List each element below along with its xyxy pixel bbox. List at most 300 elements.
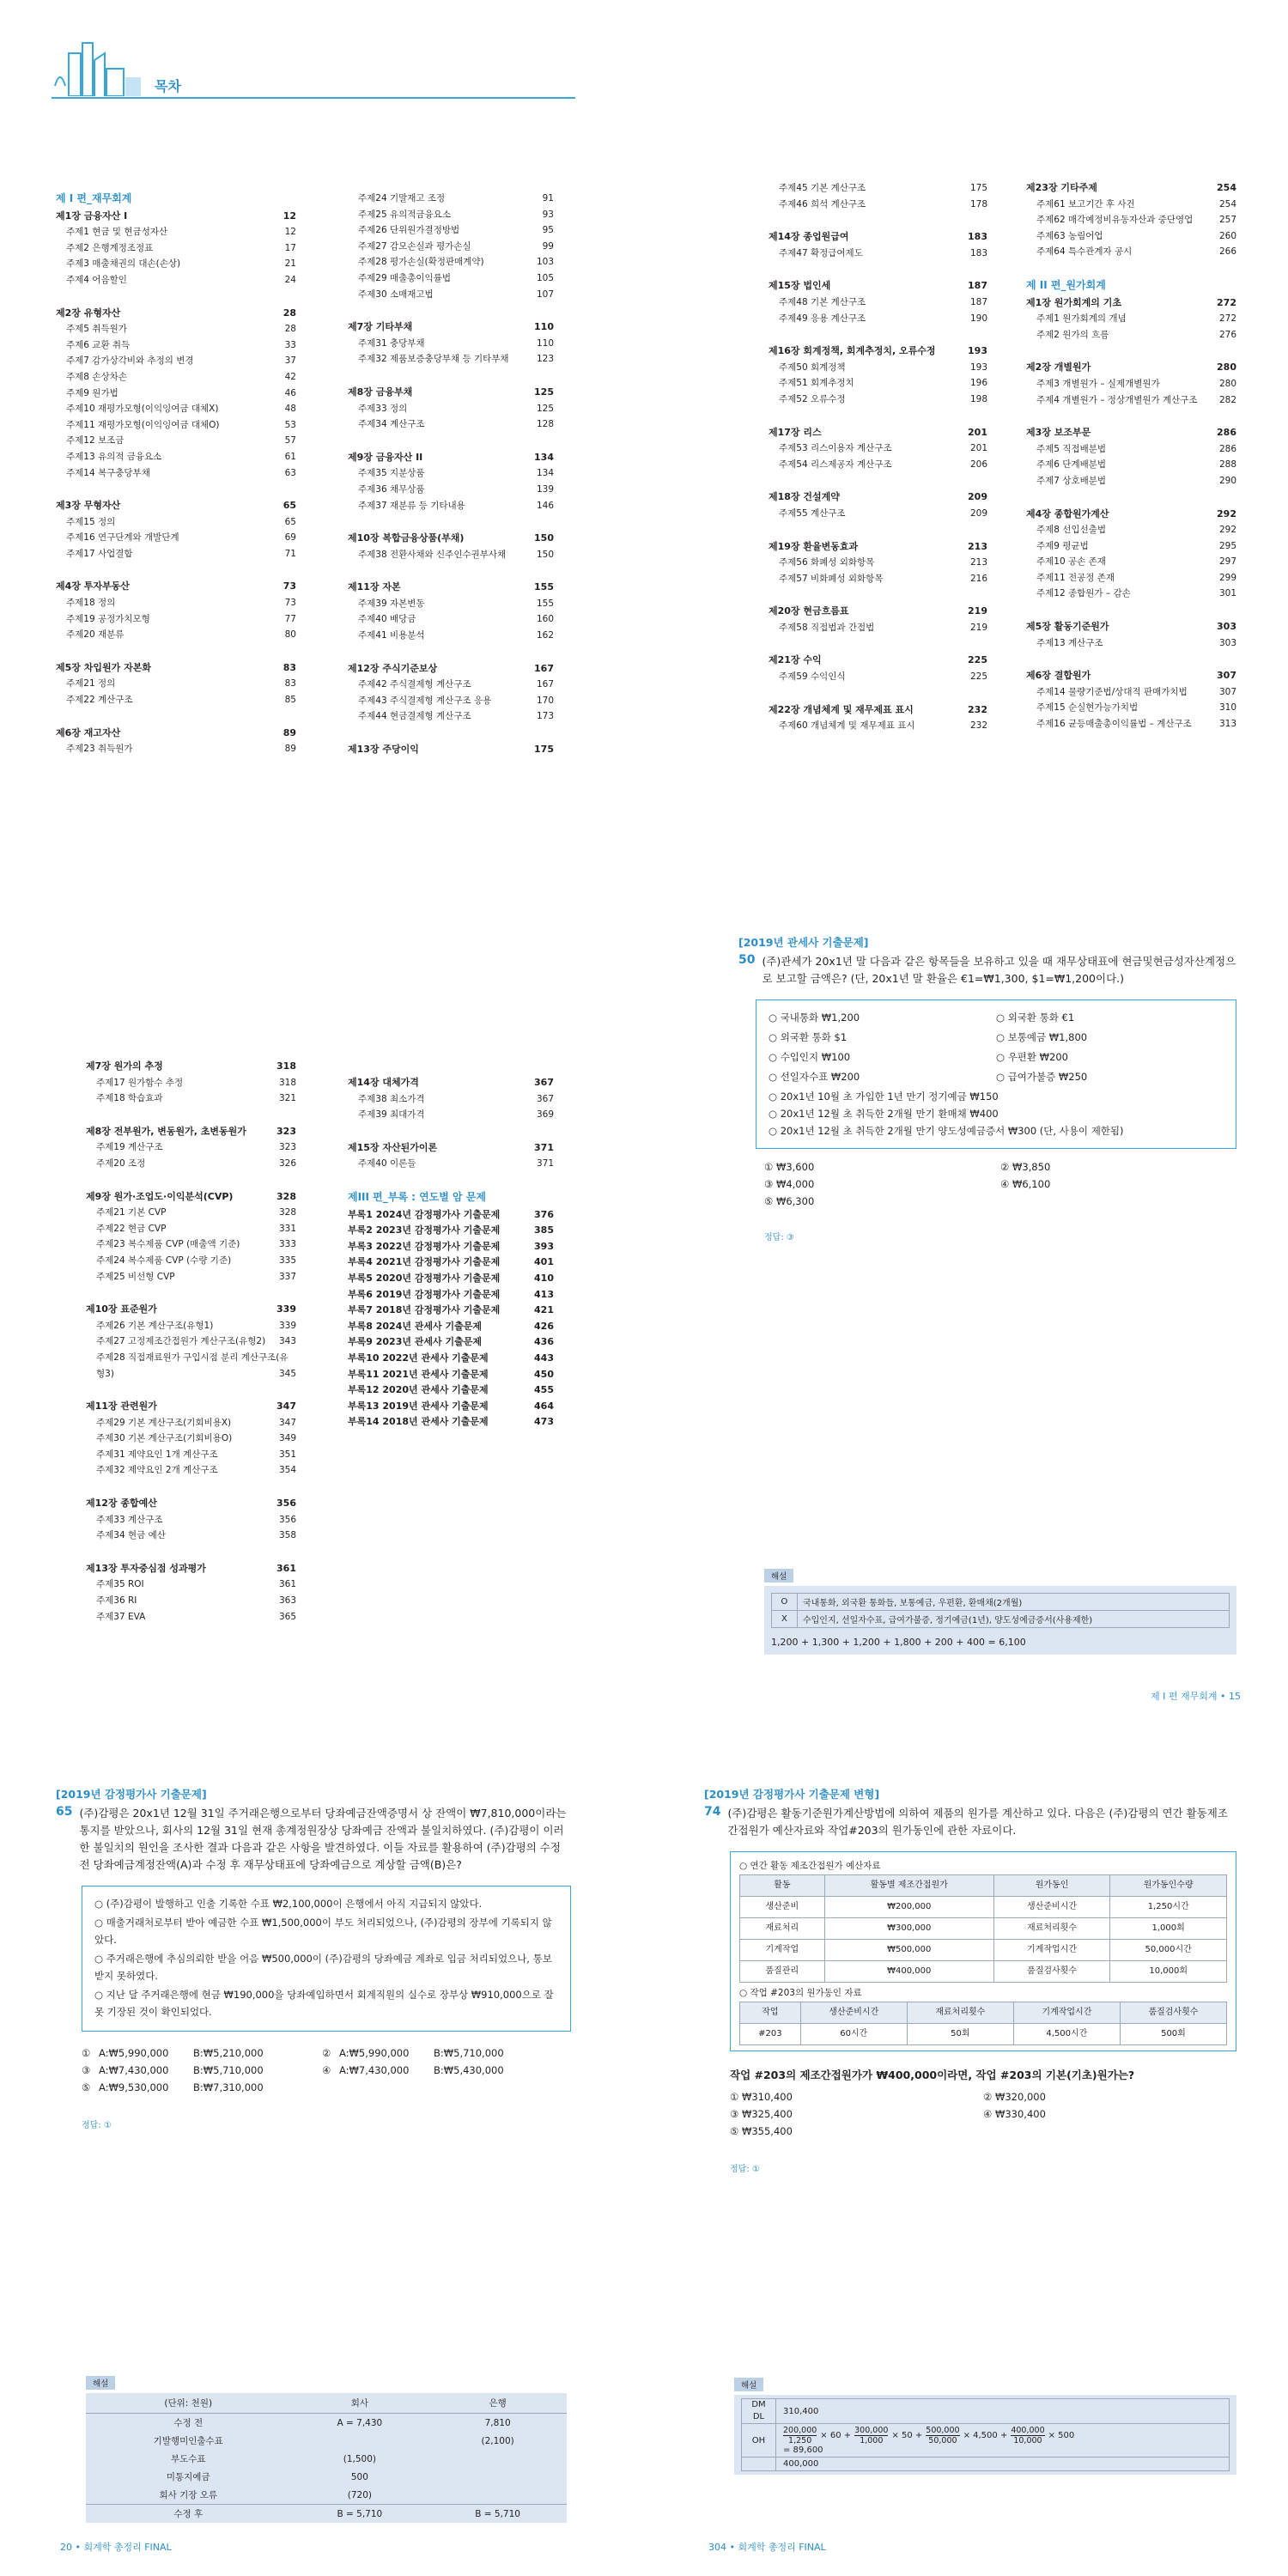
toc-page-number: 150 bbox=[536, 549, 554, 560]
toc-column-1 bbox=[56, 191, 296, 757]
question-item: ○ 국내통화 ₩1,200 bbox=[769, 1012, 860, 1024]
toc-topic bbox=[56, 465, 296, 482]
solution-header-cell: 회사 bbox=[290, 2393, 428, 2414]
solution-cell: 500 bbox=[350, 2471, 368, 2482]
toc-page-number: 17 bbox=[284, 242, 296, 253]
question-sub: 작업 #203의 제조간접원가가 ₩400,000이라면, 작업 #203의 기본(기초)원가는? bbox=[730, 2069, 1135, 2081]
toc-topic-label: 주제24 복수제품 CVP (수량 기준) bbox=[96, 1255, 232, 1266]
toc-topic-label: 주제21 기본 CVP bbox=[96, 1207, 167, 1218]
toc-topic bbox=[769, 620, 987, 636]
toc-page-number: 170 bbox=[536, 695, 554, 706]
toc-topic-label: 주제56 화폐성 외화항목 bbox=[779, 557, 875, 568]
table-header-cell: 기계작업시간 bbox=[1013, 2002, 1120, 2024]
toc-topic bbox=[56, 417, 296, 434]
toc-page-number: 367 bbox=[536, 1093, 554, 1104]
toc-page-number: 89 bbox=[284, 744, 296, 755]
toc-page-number: 53 bbox=[284, 419, 296, 430]
toc-topic bbox=[86, 1156, 296, 1172]
toc-page-number: 216 bbox=[969, 573, 987, 584]
table-header-cell: 품질검사횟수 bbox=[1120, 2002, 1226, 2024]
solution-cell: X bbox=[772, 1611, 798, 1628]
table-cell: 품질검사횟수 bbox=[993, 1961, 1110, 1983]
answer-option-part: B:₩5,710,000 bbox=[193, 2064, 264, 2076]
toc-topic bbox=[348, 351, 554, 368]
toc-page-number: 290 bbox=[1218, 475, 1236, 486]
solution-cell: (2,100) bbox=[481, 2435, 514, 2446]
toc-topic-label: 주제30 소매재고법 bbox=[358, 289, 434, 300]
question-stem: (주)감평은 활동기준원가계산방법에 의하여 제품의 원가를 계산하고 있다. 다음은 (주)감평의 연간 활동제조간접원가 예산자료와 작업#203의 원가동인에 관한 자료이다. bbox=[727, 1807, 1228, 1837]
table-cell: 재료처리 bbox=[740, 1918, 825, 1940]
toc-page-number: 125 bbox=[536, 403, 554, 414]
table-cell: 1,000회 bbox=[1110, 1918, 1227, 1940]
toc-topic-label: 주제30 기본 계산구조(기회비용O) bbox=[96, 1433, 233, 1444]
toc-gap bbox=[1026, 489, 1236, 507]
toc-page-number: 46 bbox=[284, 387, 296, 398]
toc-page-number: 209 bbox=[968, 491, 987, 503]
toc-chapter-label: 부록4 2021년 감정평가사 기출문제 bbox=[348, 1256, 501, 1268]
toc-gap bbox=[1026, 651, 1236, 668]
toc-chapter-label: 제2장 개별원가 bbox=[1026, 361, 1091, 374]
toc-topic-label: 주제14 물량기준법/상대적 판매가치법 bbox=[1036, 686, 1188, 697]
toc-page-number: 37 bbox=[284, 355, 296, 367]
answer-option: ③ ₩325,400 bbox=[730, 2108, 793, 2120]
toc-chapter-label: 제20장 현금흐름표 bbox=[769, 605, 849, 617]
toc-column-2 bbox=[348, 191, 554, 758]
toc-page-number: 328 bbox=[278, 1207, 296, 1218]
answer-option-part: ④ bbox=[322, 2064, 331, 2076]
question-data-box bbox=[730, 1851, 1236, 2051]
toc-topic-label: 주제49 응용 계산구조 bbox=[779, 313, 866, 324]
toc-gap bbox=[348, 725, 554, 742]
toc-part-title: 제 I 편_재무회계 bbox=[56, 192, 132, 204]
toc-page-number: 139 bbox=[536, 483, 554, 495]
toc-page-number: 201 bbox=[968, 426, 987, 438]
toc-topic bbox=[1026, 457, 1236, 473]
toc-page-number: 443 bbox=[534, 1352, 554, 1364]
toc-gap bbox=[1026, 343, 1236, 360]
toc-topic-label: 주제18 학습효과 bbox=[96, 1093, 163, 1104]
toc-page-number: 123 bbox=[536, 354, 554, 365]
toc-topic bbox=[1026, 522, 1236, 538]
question-number: 74 bbox=[704, 1805, 721, 1819]
toc-topic bbox=[348, 482, 554, 498]
toc-page-number: 134 bbox=[534, 451, 554, 463]
toc-chapter bbox=[769, 653, 987, 669]
toc-page-number: 83 bbox=[284, 678, 296, 690]
toc-page-number: 295 bbox=[1218, 540, 1236, 551]
toc-page-number: 349 bbox=[278, 1433, 296, 1444]
toc-page-number: 150 bbox=[534, 532, 554, 544]
toc-gap bbox=[769, 522, 987, 539]
toc-chapter bbox=[348, 1414, 554, 1431]
toc-topic bbox=[1026, 700, 1236, 716]
toc-topic bbox=[348, 207, 554, 223]
solution-cell: 수정 후 bbox=[86, 2505, 290, 2524]
table-cell: 50,000시간 bbox=[1110, 1940, 1227, 1961]
toc-chapter-label: 제8장 금융부채 bbox=[348, 386, 413, 398]
toc-page-number: 282 bbox=[1218, 394, 1236, 405]
toc-topic-label: 주제52 오류수정 bbox=[779, 393, 846, 404]
solution-header-cell: 은행 bbox=[428, 2393, 567, 2414]
toc-page-number: 331 bbox=[278, 1223, 296, 1234]
toc-topic-label: 주제26 기본 계산구조(유형1) bbox=[96, 1320, 214, 1331]
toc-topic-label: 주제44 현금결제형 계산구조 bbox=[358, 711, 471, 722]
answer-text: 정답: ③ bbox=[764, 1233, 794, 1242]
data-table bbox=[739, 2002, 1227, 2045]
toc-topic bbox=[56, 595, 296, 611]
toc-page-number: 33 bbox=[284, 339, 296, 350]
toc-page-number: 107 bbox=[536, 289, 554, 300]
answer-option-part: A:₩7,430,000 bbox=[339, 2064, 410, 2076]
toc-topic bbox=[1026, 327, 1236, 343]
toc-chapter-label: 부록6 2019년 감정평가사 기출문제 bbox=[348, 1288, 501, 1300]
toc-chapter bbox=[56, 726, 296, 742]
toc-chapter bbox=[1026, 668, 1236, 684]
toc-page-number: 286 bbox=[1217, 427, 1236, 439]
solution-cell: 기발행미인출수표 bbox=[153, 2436, 223, 2446]
toc-chapter bbox=[348, 531, 554, 547]
solution-table bbox=[771, 1593, 1230, 1628]
toc-topic-label: 주제45 기본 계산구조 bbox=[779, 183, 866, 193]
toc-gap bbox=[1026, 260, 1236, 277]
toc-column-5 bbox=[86, 1059, 296, 1625]
toc-page-number: 286 bbox=[1218, 443, 1236, 454]
toc-page-number: 371 bbox=[536, 1158, 554, 1170]
toc-topic bbox=[769, 246, 987, 262]
toc-topic bbox=[56, 353, 296, 369]
toc-topic bbox=[1026, 473, 1236, 489]
toc-gap bbox=[769, 635, 987, 653]
toc-topic-label: 주제38 최소가격 bbox=[358, 1093, 425, 1104]
toc-topic-label: 주제19 계산구조 bbox=[96, 1142, 163, 1153]
toc-topic-label: 주제7 상호배분법 bbox=[1036, 475, 1107, 486]
toc-topic bbox=[56, 530, 296, 546]
toc-page-number: 167 bbox=[536, 679, 554, 690]
answer-option: ③ ₩4,000 bbox=[764, 1178, 815, 1190]
toc-gap bbox=[86, 1285, 296, 1302]
toc-gap bbox=[769, 261, 987, 278]
table-caption: ○ 작업 #203의 원가동인 자료 bbox=[739, 1988, 862, 1998]
answer-option: ⑤ ₩355,400 bbox=[730, 2125, 793, 2137]
solution-cell: 회사 기장 오류 bbox=[159, 2490, 218, 2500]
toc-topic-label: 주제31 제약요인 1개 계산구조 bbox=[96, 1449, 218, 1460]
toc-page-number: 99 bbox=[542, 240, 554, 252]
toc-topic-label: 형3) bbox=[96, 1368, 114, 1379]
toc-page-number: 301 bbox=[1218, 588, 1236, 599]
toc-topic-label: 주제39 최대가격 bbox=[358, 1109, 425, 1121]
toc-topic bbox=[348, 401, 554, 417]
toc-gap bbox=[769, 472, 987, 489]
toc-page-number: 257 bbox=[1218, 215, 1236, 226]
toc-page-number: 28 bbox=[283, 307, 296, 319]
toc-topic bbox=[348, 693, 554, 709]
toc-gap bbox=[769, 685, 987, 702]
toc-topic bbox=[86, 1221, 296, 1237]
toc-topic bbox=[86, 1091, 296, 1107]
toc-topic-label: 주제12 보조금 bbox=[66, 435, 125, 447]
toc-topic-label: 주제15 정의 bbox=[66, 516, 116, 527]
toc-topic-label: 주제40 이론들 bbox=[358, 1158, 416, 1170]
toc-topic-label: 주제2 원가의 흐름 bbox=[1036, 329, 1109, 340]
toc-chapter bbox=[348, 1255, 554, 1271]
toc-page-number: 272 bbox=[1218, 313, 1236, 325]
toc-chapter-label: 제12장 주식기준보상 bbox=[348, 662, 438, 674]
toc-topic bbox=[56, 611, 296, 628]
toc-page-number: 254 bbox=[1217, 182, 1236, 193]
answer-option-part: A:₩5,990,000 bbox=[339, 2047, 410, 2059]
toc-topic bbox=[1026, 716, 1236, 732]
toc-chapter bbox=[769, 343, 987, 360]
toc-topic-label: 주제27 감모손실과 평가손실 bbox=[358, 240, 471, 252]
toc-chapter bbox=[348, 742, 554, 758]
toc-topic-label: 주제27 고정제조간접원가 계산구조(유형2) bbox=[96, 1336, 266, 1347]
toc-chapter bbox=[86, 1124, 296, 1140]
toc-page-number: 299 bbox=[1218, 572, 1236, 583]
toc-chapter bbox=[86, 1189, 296, 1206]
toc-chapter bbox=[348, 1319, 554, 1335]
toc-page-number: 178 bbox=[969, 198, 987, 210]
toc-topic-label: 주제1 원가회계의 개념 bbox=[1036, 313, 1127, 325]
toc-page-number: 318 bbox=[276, 1060, 296, 1072]
question-tag: [2019년 감정평가사 기출문제] bbox=[56, 1788, 207, 1801]
toc-topic bbox=[769, 392, 987, 408]
question-item: ○ 매출거래처로부터 받아 예금한 수표 ₩1,500,000이 부도 처리되었으나, (주)감평의 장부에 기록되지 않았다. bbox=[94, 1917, 552, 1946]
toc-topic bbox=[86, 1318, 296, 1334]
toc-topic bbox=[56, 627, 296, 643]
toc-topic-label: 주제25 유의적금융요소 bbox=[358, 209, 451, 220]
table-cell: ₩400,000 bbox=[824, 1961, 993, 1983]
toc-chapter-label: 부록11 2021년 관세사 기출문제 bbox=[348, 1368, 489, 1380]
toc-topic-label: 주제26 단위원가결정방법 bbox=[358, 225, 460, 236]
toc-page-number: 347 bbox=[276, 1400, 296, 1413]
toc-chapter bbox=[86, 1399, 296, 1415]
toc-page-number: 455 bbox=[534, 1384, 554, 1396]
toc-chapter-label: 제3장 보조부문 bbox=[1026, 427, 1091, 439]
table-header-cell: 생산준비시간 bbox=[800, 2002, 907, 2024]
toc-page-number: 426 bbox=[534, 1320, 554, 1332]
toc-chapter bbox=[56, 306, 296, 322]
toc-page-number: 413 bbox=[534, 1288, 554, 1300]
toc-topic bbox=[56, 256, 296, 272]
toc-topic bbox=[769, 295, 987, 311]
toc-chapter-label: 제8장 전부원가, 변동원가, 초변동원가 bbox=[86, 1125, 246, 1137]
toc-topic bbox=[348, 708, 554, 725]
toc-gap bbox=[348, 513, 554, 531]
toc-topic-label: 주제28 평가손실(확정판매계약) bbox=[358, 257, 484, 268]
toc-chapter bbox=[348, 385, 554, 401]
solution-cell: O bbox=[772, 1594, 798, 1611]
toc-topic-label: 주제29 기본 계산구조(기회비용X) bbox=[96, 1417, 232, 1428]
toc-topic bbox=[1026, 392, 1236, 409]
toc-chapter bbox=[769, 702, 987, 719]
toc-topic bbox=[86, 1462, 296, 1479]
toc-chapter-label: 제11장 자본 bbox=[348, 581, 401, 593]
toc-topic bbox=[1026, 554, 1236, 570]
toc-topic-label: 주제42 주식결제형 계산구조 bbox=[358, 679, 471, 690]
toc-page-number: 209 bbox=[969, 507, 987, 519]
toc-topic bbox=[86, 1334, 296, 1350]
toc-chapter bbox=[348, 580, 554, 596]
toc-chapter-label: 부록10 2022년 관세사 기출문제 bbox=[348, 1352, 489, 1364]
solution-label: 해설 bbox=[734, 2378, 763, 2391]
toc-page-number: 464 bbox=[534, 1400, 554, 1412]
table-header-cell: 활동 bbox=[740, 1875, 825, 1897]
toc-topic-label: 주제54 리스제공자 계산구조 bbox=[779, 459, 892, 470]
toc-topic bbox=[56, 401, 296, 417]
toc-page-number: 57 bbox=[284, 435, 296, 447]
toc-gap bbox=[56, 481, 296, 498]
toc-page-number: 323 bbox=[276, 1125, 296, 1137]
toc-page-number: 155 bbox=[534, 581, 554, 593]
toc-page-number: 73 bbox=[283, 580, 296, 592]
question-items-box bbox=[82, 1886, 571, 2032]
toc-page-number: 356 bbox=[278, 1514, 296, 1525]
toc-topic bbox=[56, 321, 296, 337]
answer-option: ⑤ ₩6,300 bbox=[764, 1195, 815, 1207]
toc-topic-label: 주제34 현금 예산 bbox=[96, 1530, 166, 1541]
toc-page-number: 365 bbox=[278, 1611, 296, 1622]
toc-page-number: 254 bbox=[1218, 198, 1236, 210]
toc-topic-label: 주제37 EVA bbox=[96, 1611, 146, 1622]
table-cell: 1,250시간 bbox=[1110, 1897, 1227, 1918]
table-header-cell: 원가동인 bbox=[993, 1875, 1110, 1897]
toc-topic bbox=[769, 360, 987, 376]
toc-chapter bbox=[1026, 619, 1236, 635]
toc-topic bbox=[348, 222, 554, 239]
toc-topic bbox=[348, 1156, 554, 1172]
toc-gap bbox=[86, 1107, 296, 1124]
toc-chapter-label: 제6장 재고자산 bbox=[56, 726, 121, 738]
toc-page-number: 105 bbox=[536, 272, 554, 283]
toc-topic bbox=[1026, 228, 1236, 245]
toc-page-number: 323 bbox=[278, 1142, 296, 1153]
toc-topic-label: 주제23 복수제품 CVP (매출액 기준) bbox=[96, 1239, 240, 1250]
question-item: ○ 선일자수표 ₩200 bbox=[769, 1071, 860, 1083]
toc-topic-label: 주제4 어음할인 bbox=[66, 274, 127, 285]
toc-chapter-label: 제4장 종합원가계산 bbox=[1026, 507, 1109, 519]
table-cell: 60시간 bbox=[800, 2024, 907, 2045]
toc-page-number: 260 bbox=[1218, 230, 1236, 241]
toc-topic-label: 주제9 평균법 bbox=[1036, 540, 1089, 551]
toc-topic-label: 주제59 수익인식 bbox=[779, 671, 846, 683]
toc-page-number: 160 bbox=[536, 614, 554, 625]
toc-topic-label: 주제9 원가법 bbox=[66, 387, 118, 398]
toc-topic bbox=[769, 669, 987, 685]
toc-topic bbox=[348, 336, 554, 352]
toc-page-number: 280 bbox=[1218, 378, 1236, 389]
toc-page-number: 219 bbox=[968, 605, 987, 617]
toc-topic-label: 주제50 회계정책 bbox=[779, 361, 846, 373]
toc-chapter bbox=[56, 209, 296, 225]
toc-chapter bbox=[348, 1271, 554, 1287]
toc-topic-label: 주제63 농림어업 bbox=[1036, 230, 1103, 241]
question-item: ○ 보통예금 ₩1,800 bbox=[996, 1031, 1088, 1043]
toc-topic bbox=[769, 311, 987, 327]
toc-chapter bbox=[348, 319, 554, 336]
toc-gap bbox=[348, 644, 554, 661]
toc-topic-label: 주제20 조정 bbox=[96, 1157, 146, 1169]
toc-chapter-label: 제6장 결합원가 bbox=[1026, 670, 1091, 682]
table-cell: 500회 bbox=[1120, 2024, 1226, 2045]
toc-topic bbox=[1026, 244, 1236, 260]
toc-chapter-label: 부록2 2023년 감정평가사 기출문제 bbox=[348, 1224, 501, 1236]
toc-gap bbox=[348, 1123, 554, 1140]
toc-chapter-label: 제4장 투자부동산 bbox=[56, 580, 130, 592]
toc-topic-label: 주제58 직접법과 간접법 bbox=[779, 622, 875, 633]
toc-chapter bbox=[348, 1223, 554, 1239]
toc-chapter-label: 제3장 무형자산 bbox=[56, 500, 121, 512]
toc-gap bbox=[56, 289, 296, 306]
toc-page-number: 63 bbox=[284, 467, 296, 478]
toc-page-number: 73 bbox=[284, 598, 296, 609]
toc-topic bbox=[86, 1593, 296, 1609]
toc-page-number: 318 bbox=[278, 1077, 296, 1088]
table-cell: 4,500시간 bbox=[1013, 2024, 1120, 2045]
toc-page-number: 363 bbox=[278, 1595, 296, 1607]
toc-page-number: 28 bbox=[284, 324, 296, 335]
answer-text: 정답: ① bbox=[82, 2121, 112, 2130]
table-header-cell: 재료처리횟수 bbox=[907, 2002, 1013, 2024]
answer-option-part: ② bbox=[322, 2047, 331, 2059]
toc-page-number: 339 bbox=[278, 1320, 296, 1331]
toc-topic-label: 주제12 종합원가 – 감손 bbox=[1036, 588, 1131, 599]
toc-topic-label: 주제64 특수관계자 공시 bbox=[1036, 246, 1133, 258]
question-74 bbox=[704, 1786, 1236, 2174]
question-tag: [2019년 관세사 기출문제] bbox=[738, 936, 869, 949]
toc-topic bbox=[348, 677, 554, 693]
toc-topic-label: 주제43 주식결제형 계산구조 응용 bbox=[358, 695, 492, 706]
solution-cell: 7,810 bbox=[484, 2417, 511, 2428]
toc-page-number: 410 bbox=[534, 1272, 554, 1284]
answer-option-part: ① bbox=[82, 2047, 91, 2059]
toc-topic bbox=[348, 1107, 554, 1123]
table-cell: ₩500,000 bbox=[824, 1940, 993, 1961]
toc-page-number: 313 bbox=[1218, 719, 1236, 730]
question-65 bbox=[56, 1786, 571, 2130]
toc-page-number: 310 bbox=[1218, 702, 1236, 714]
toc-topic-label: 주제16 연구단계와 개발단계 bbox=[66, 532, 179, 544]
question-item: ○ 수입인지 ₩100 bbox=[769, 1051, 851, 1063]
toc-topic-label: 주제38 전환사채와 신주인수권부사채 bbox=[358, 549, 507, 560]
toc-page-number: 48 bbox=[284, 404, 296, 415]
table-cell: ₩200,000 bbox=[824, 1897, 993, 1918]
toc-page-number: 71 bbox=[284, 548, 296, 559]
toc-chapter bbox=[348, 1351, 554, 1367]
toc-column-4 bbox=[1026, 180, 1236, 732]
toc-page-number: 339 bbox=[276, 1303, 296, 1315]
toc-chapter bbox=[769, 539, 987, 556]
solution-65 bbox=[86, 2373, 567, 2523]
toc-chapter bbox=[348, 661, 554, 677]
toc-page-number: 187 bbox=[968, 280, 987, 292]
toc-chapter bbox=[769, 489, 987, 506]
toc-topic-label: 주제4 개별원가 – 정상개별원가 계산구조 bbox=[1036, 394, 1198, 405]
toc-topic bbox=[348, 628, 554, 644]
toc-topic-label: 주제6 단계배분법 bbox=[1036, 459, 1107, 471]
toc-chapter-label: 부록9 2023년 관세사 기출문제 bbox=[348, 1336, 483, 1348]
toc-gap bbox=[348, 562, 554, 580]
toc-topic bbox=[348, 191, 554, 207]
toc-topic-label: 주제28 직접재료원가 구입시점 분리 계산구조(유 bbox=[96, 1352, 289, 1363]
toc-chapter bbox=[86, 1302, 296, 1318]
toc-page-number: 125 bbox=[534, 386, 554, 398]
toc-page-number: 110 bbox=[534, 321, 554, 333]
toc-page-number: 213 bbox=[969, 557, 987, 568]
toc-page-number: 42 bbox=[284, 371, 296, 382]
toc-topic bbox=[56, 741, 296, 757]
toc-chapter bbox=[769, 425, 987, 441]
toc-topic bbox=[769, 506, 987, 522]
